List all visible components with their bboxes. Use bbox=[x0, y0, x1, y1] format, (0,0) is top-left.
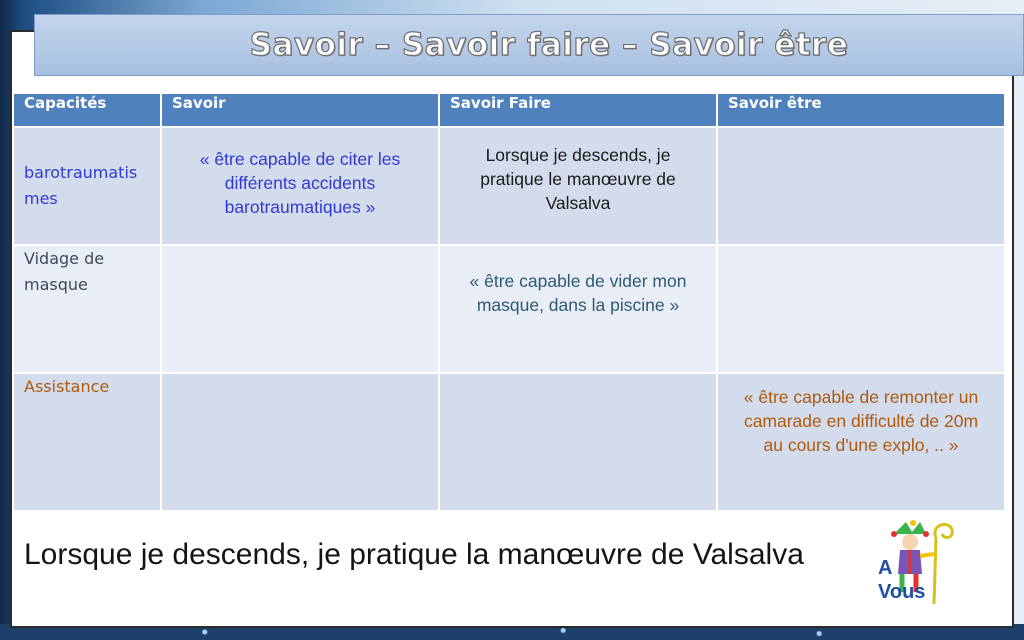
cell-savoir bbox=[161, 245, 439, 373]
cell-capacite: Assistance bbox=[13, 373, 161, 511]
cell-text: « être capable de vider mon masque, dans la piscine » bbox=[469, 271, 687, 315]
cell-savoir bbox=[161, 373, 439, 511]
slide-caption: Lorsque je descends, je pratique la manœuvre de Valsalva bbox=[24, 538, 804, 571]
cell-text: Lorsque je descends, je pratique le manœuvre de Valsalva bbox=[480, 145, 676, 213]
table-row bbox=[13, 373, 1005, 511]
capacities-table bbox=[12, 92, 1006, 512]
cell-text bbox=[441, 375, 715, 393]
slide-title: Savoir – Savoir faire – Savoir être bbox=[249, 27, 849, 63]
cell-text: « être capable de remonter un camarade en difficulté de 20m au cours d'une explo, .. » bbox=[743, 387, 979, 455]
header-capacites: Capacités bbox=[13, 93, 161, 127]
cell-savoir-faire bbox=[439, 373, 717, 511]
cell-capacite: Vidage de masque bbox=[13, 245, 161, 373]
cell-text bbox=[163, 247, 437, 265]
cell-text bbox=[163, 375, 437, 393]
cell-savoir-faire bbox=[439, 245, 717, 373]
table-header-row bbox=[13, 93, 1005, 127]
cell-capacite: barotraumatismes bbox=[13, 127, 161, 245]
avous-label-line1: A bbox=[878, 557, 893, 579]
cell-savoir-etre bbox=[717, 373, 1005, 511]
title-bar bbox=[34, 14, 1024, 76]
cell-savoir bbox=[161, 127, 439, 245]
cell-savoir-etre bbox=[717, 127, 1005, 245]
table-row bbox=[13, 245, 1005, 373]
avous-label bbox=[878, 556, 958, 604]
cell-savoir-faire bbox=[439, 127, 717, 245]
header-savoir: Savoir bbox=[161, 93, 439, 127]
avous-label-line2: Vous bbox=[878, 581, 926, 603]
header-savoir-etre: Savoir être bbox=[717, 93, 1005, 127]
cell-text bbox=[719, 129, 1003, 147]
cell-savoir-etre bbox=[717, 245, 1005, 373]
cell-text bbox=[719, 247, 1003, 265]
cell-text: « être capable de citer les différents accidents barotraumatiques » bbox=[199, 149, 401, 217]
header-savoir-faire: Savoir Faire bbox=[439, 93, 717, 127]
table-row bbox=[13, 127, 1005, 245]
